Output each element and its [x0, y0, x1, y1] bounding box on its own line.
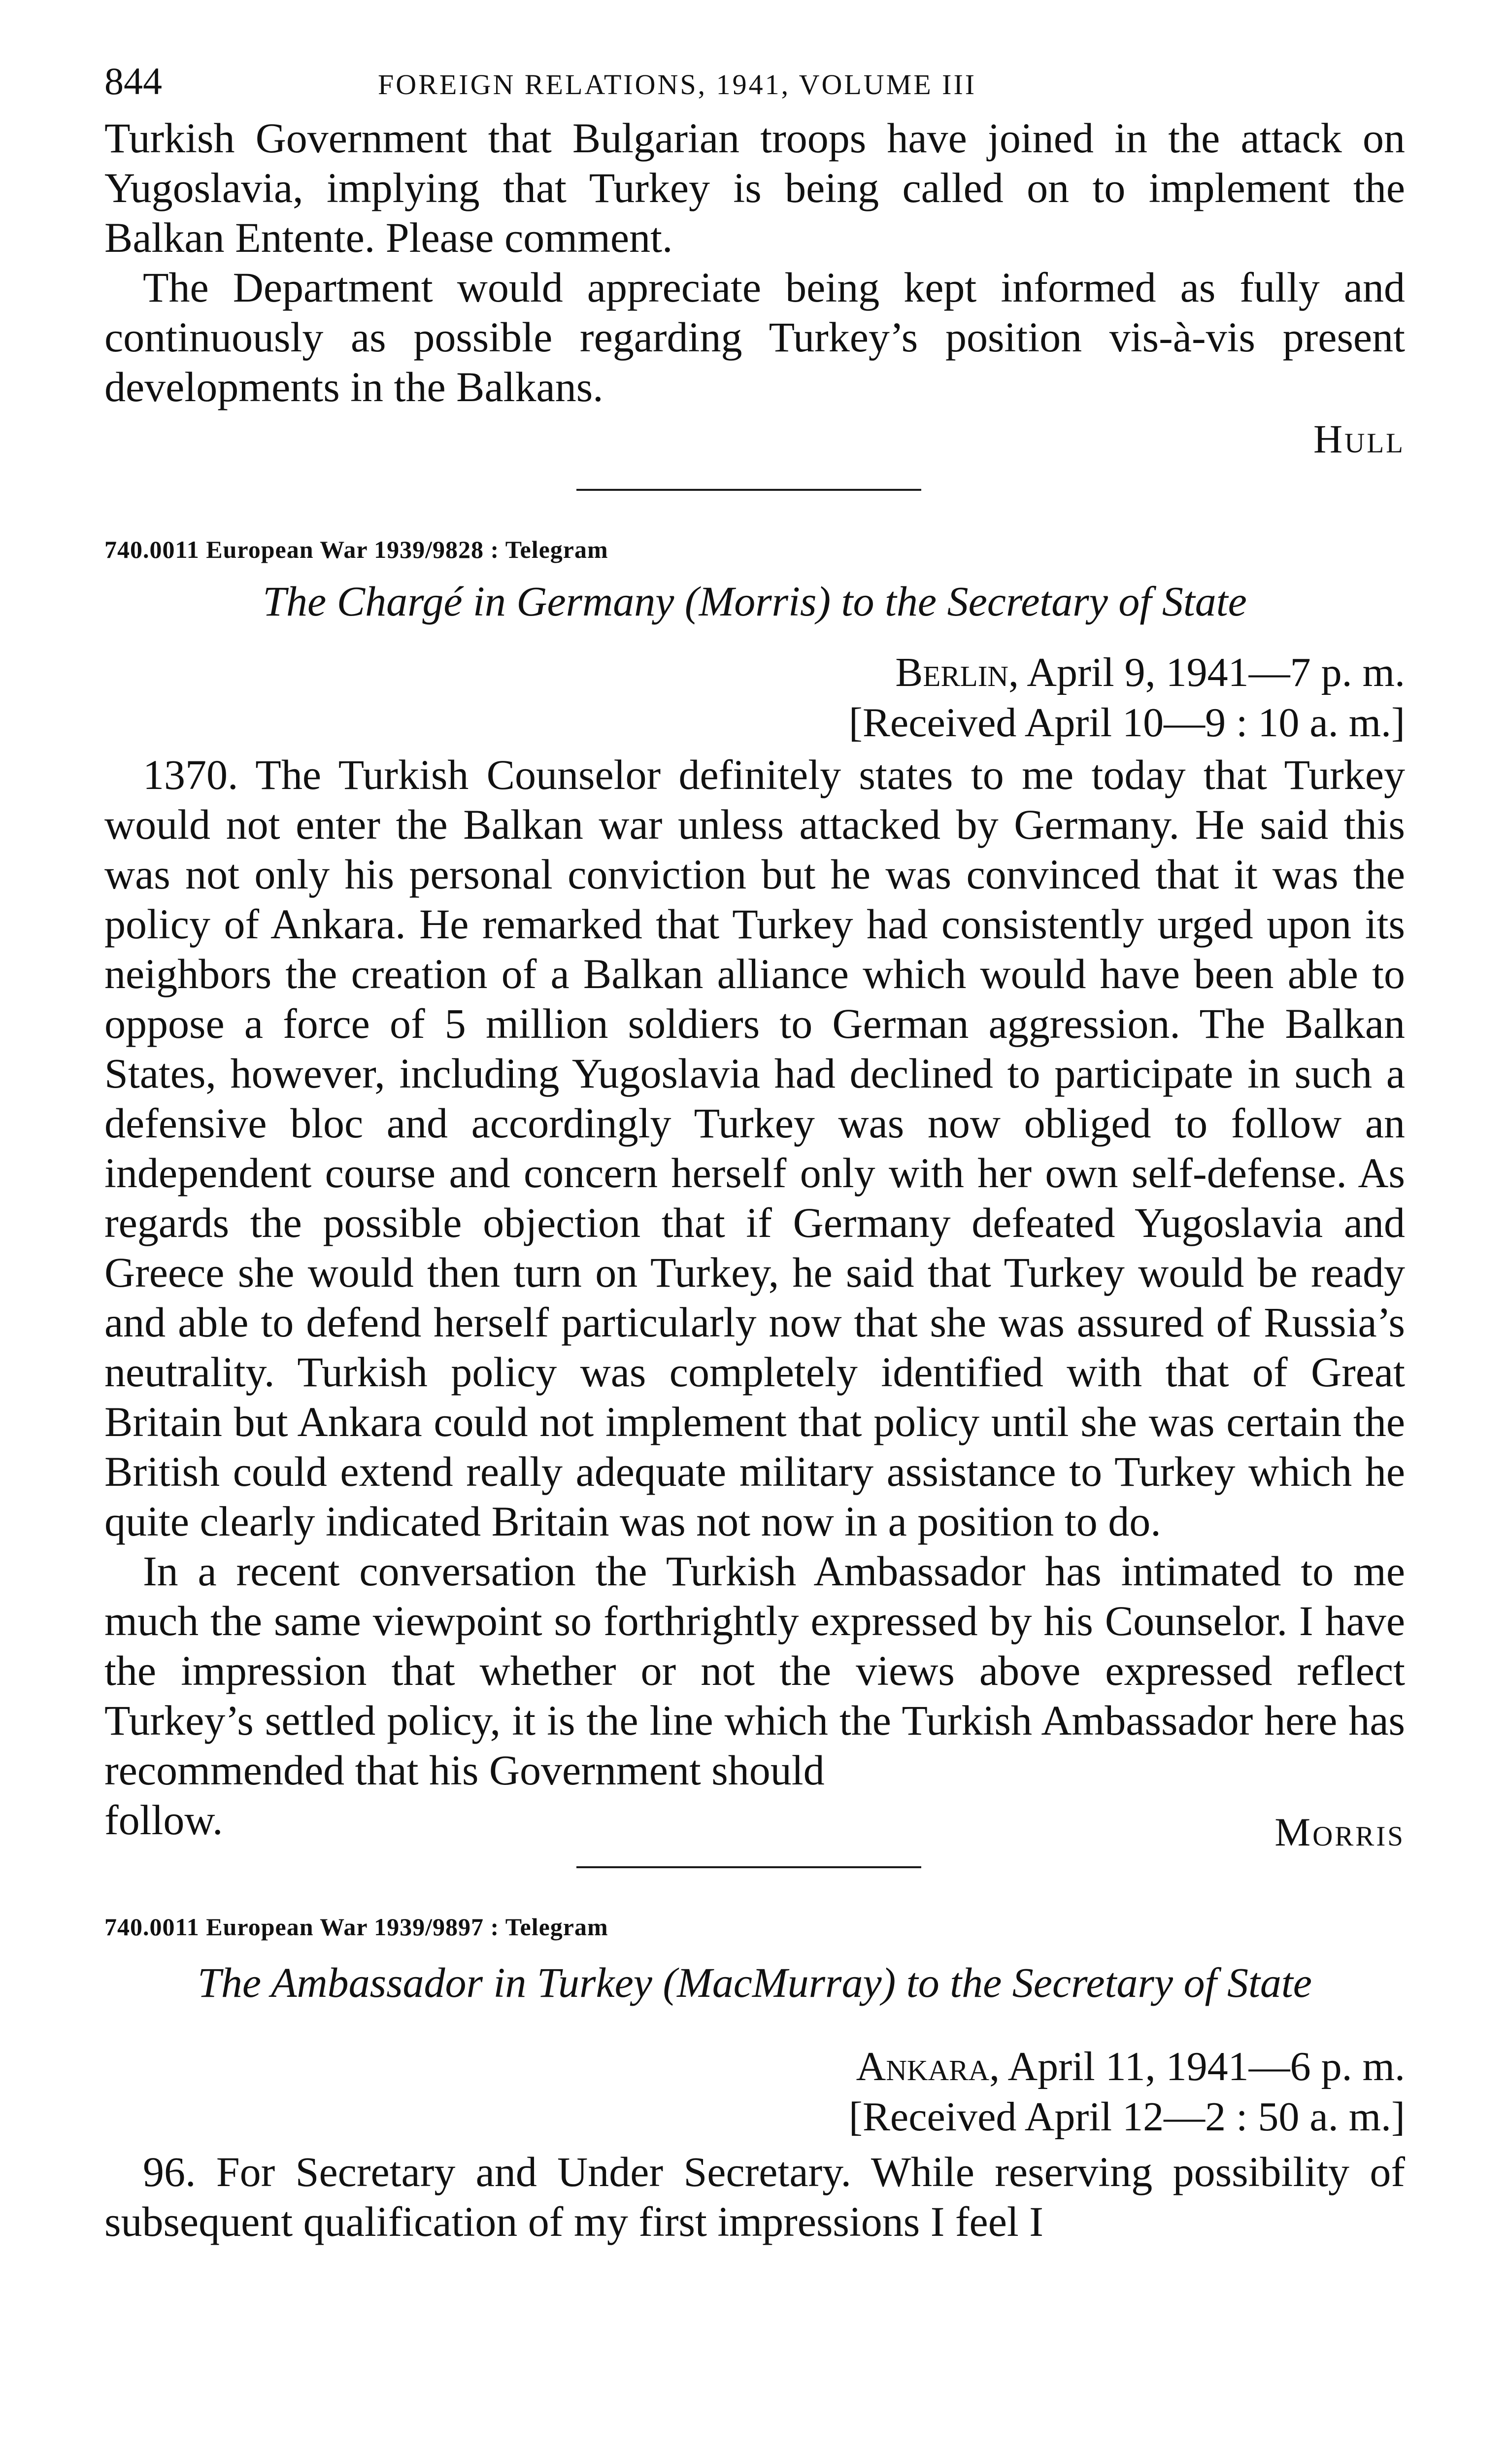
received-note: [Received April 10—9 : 10 a. m.] [848, 700, 1405, 746]
body-paragraph: Turkish Government that Bulgarian troops have joined in the attack on Yugoslavia, implying that Turkey is being called on to implement the Balkan Entente. Please comment. [104, 114, 1405, 261]
body-paragraph: In a recent conversation the Turkish Ambassador has intimated to me much the same viewpoint so forthrightly expressed by his Counselor. I have the impression that whether or not the views above expressed reflect Turkey’s settled policy, it is the line which the Turkish Ambassador here has recommended that his Government should [104, 1547, 1405, 1794]
received-note: [Received April 12—2 : 50 a. m.] [848, 2094, 1405, 2140]
document-heading: The Chargé in Germany (Morris) to the Secretary of State [263, 578, 1247, 625]
dateline-date: April 9, 1941—7 p. m. [1018, 650, 1405, 695]
body-paragraph: 96. For Secretary and Under Secretary. While reserving possibility of subsequent qualification of my first impressions I feel I [104, 2148, 1405, 2245]
document-heading: The Ambassador in Turkey (MacMurray) to the Secretary of State [198, 1959, 1312, 2006]
page-content [104, 59, 1405, 2247]
file-number: 740.0011 European War 1939/9828 : Telegram [104, 536, 608, 563]
signature-morris: Morris [1274, 1810, 1405, 1854]
signature-hull: Hull [1313, 416, 1405, 461]
dateline-place: Berlin, [895, 650, 1019, 695]
dateline [104, 2042, 1405, 2092]
dateline-place: Ankara, [856, 2044, 1000, 2089]
page-number: 844 [104, 60, 162, 103]
dateline-date: April 11, 1941—6 p. m. [1000, 2044, 1405, 2089]
closing-line: follow. [104, 1796, 223, 1844]
file-number: 740.0011 European War 1939/9897 : Telegram [104, 1913, 608, 1941]
dateline [104, 648, 1405, 698]
body-paragraph: 1370. The Turkish Counselor definitely states to me today that Turkey would not enter the Balkan war unless attacked by Germany. He said this was not only his personal conviction but he was convinced that it was the policy of Ankara. He remarked that Turkey had consistently urged upon its neighbors the creation of a Balkan alliance which would have been able to oppose a force of 5 million soldiers to German aggression. The Balkan States, however, including Yugoslavia had declined to participate in such a defensive bloc and accordingly Turkey was now obliged to follow an independent course and concern herself only with her own self-defense. As regards the possible objection that if Germany defeated Yugoslavia and Greece she would then turn on Turkey, he said that Turkey would be ready and able to defend herself particularly now that she was assured of Russia’s neutrality. Turkish policy was completely identified with that of Great Britain but Ankara could not implement that policy until she was certain the British could extend really adequate military assistance to Turkey which he quite clearly indicated Britain was not now in a position to do. [104, 751, 1405, 1545]
journal-title: FOREIGN RELATIONS, 1941, VOLUME III [378, 68, 977, 101]
body-paragraph: The Department would appreciate being kept informed as fully and continuously as possible regarding Turkey’s position vis-à-vis present developments in the Balkans. [104, 264, 1405, 411]
running-head [104, 59, 1405, 113]
closing-row [104, 1795, 1405, 1854]
